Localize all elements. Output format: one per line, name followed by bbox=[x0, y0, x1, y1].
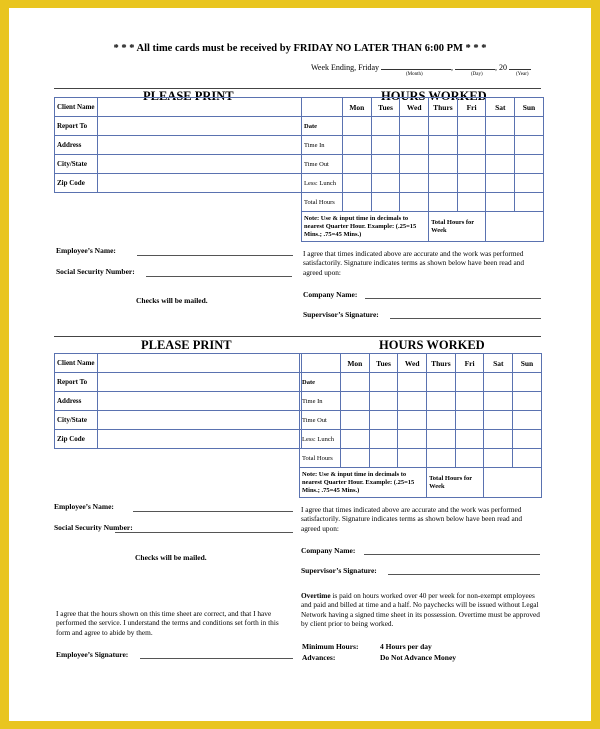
agreement-text: I agree that times indicated above are accurate and the work was performed satisfactorily. Signature indicates terms as shown below have been read and agreed upon: bbox=[301, 505, 522, 533]
decimal-note: Note: Use & input time in decimals to nearest Quarter Hour. Example: (.25=15 Mins.; .75=45 Mins.) bbox=[300, 468, 427, 498]
time-cell[interactable] bbox=[369, 449, 398, 468]
total-week-field[interactable] bbox=[484, 468, 541, 498]
row-label: Less: Lunch bbox=[302, 174, 343, 193]
supervisor-signature-line[interactable] bbox=[390, 318, 541, 319]
time-cell[interactable] bbox=[486, 174, 515, 193]
overtime-text: is paid on hours worked over 40 per week for non-exempt employees and paid and billed at time and a half. No paychecks will be issued without Legal Network having a signed time sheet in its possession. Overtime must be approved by client prior to being worked. bbox=[301, 591, 540, 628]
time-cell[interactable] bbox=[369, 430, 398, 449]
time-cell[interactable] bbox=[341, 392, 370, 411]
day-header: Sat bbox=[486, 98, 515, 117]
time-cell[interactable] bbox=[427, 430, 456, 449]
ssn-label: Social Security Number: bbox=[54, 523, 133, 532]
row-label: Time Out bbox=[302, 155, 343, 174]
timesheet-page bbox=[9, 8, 591, 721]
client-row bbox=[55, 411, 302, 430]
time-cell[interactable] bbox=[427, 411, 456, 430]
row-label: Less: Lunch bbox=[300, 430, 341, 449]
client-info-table-2 bbox=[54, 353, 302, 449]
time-cell[interactable] bbox=[484, 449, 513, 468]
time-cell[interactable] bbox=[341, 430, 370, 449]
report-to-field[interactable] bbox=[98, 117, 302, 136]
hours-row bbox=[302, 155, 544, 174]
time-cell[interactable] bbox=[486, 155, 515, 174]
time-cell[interactable] bbox=[455, 392, 484, 411]
time-cell[interactable] bbox=[369, 373, 398, 392]
time-cell[interactable] bbox=[457, 155, 486, 174]
time-cell[interactable] bbox=[515, 136, 544, 155]
hours-row bbox=[302, 174, 544, 193]
client-name-field[interactable] bbox=[98, 98, 302, 117]
zip-code-label: Zip Code bbox=[55, 174, 98, 193]
ssn-line[interactable] bbox=[146, 276, 292, 277]
time-cell[interactable] bbox=[371, 136, 400, 155]
section-2-top-rule bbox=[54, 336, 541, 337]
hours-worked-title: HOURS WORKED bbox=[381, 89, 487, 103]
time-cell[interactable] bbox=[513, 373, 542, 392]
time-cell[interactable] bbox=[398, 373, 427, 392]
total-week-label: Total Hours for Week bbox=[429, 212, 486, 242]
time-cell[interactable] bbox=[371, 155, 400, 174]
day-header: Fri bbox=[455, 354, 484, 373]
hours-table-1 bbox=[301, 97, 544, 242]
time-cell[interactable] bbox=[457, 193, 486, 212]
employee-name-line[interactable] bbox=[133, 511, 293, 512]
day-header: Thurs bbox=[427, 354, 456, 373]
time-cell[interactable] bbox=[457, 174, 486, 193]
time-cell[interactable] bbox=[427, 373, 456, 392]
supervisor-signature-label: Supervisor’s Signature: bbox=[301, 566, 377, 575]
minimum-hours-label: Minimum Hours: bbox=[302, 642, 359, 651]
hours-worked-title: HOURS WORKED bbox=[379, 338, 485, 352]
week-ending-line bbox=[311, 61, 531, 72]
time-cell[interactable] bbox=[429, 193, 458, 212]
time-cell[interactable] bbox=[515, 155, 544, 174]
report-to-label: Report To bbox=[55, 373, 98, 392]
city-state-field[interactable] bbox=[98, 155, 302, 174]
row-label: Date bbox=[300, 373, 341, 392]
client-row bbox=[55, 430, 302, 449]
address-label: Address bbox=[55, 392, 98, 411]
day-header: Mon bbox=[343, 98, 372, 117]
minimum-hours-value: 4 Hours per day bbox=[380, 642, 432, 651]
company-name-label: Company Name: bbox=[303, 290, 358, 299]
time-cell[interactable] bbox=[484, 411, 513, 430]
employee-name-line[interactable] bbox=[137, 255, 293, 256]
time-cell[interactable] bbox=[400, 117, 429, 136]
overtime-label: Overtime bbox=[301, 591, 331, 600]
time-cell[interactable] bbox=[429, 136, 458, 155]
time-cell[interactable] bbox=[484, 373, 513, 392]
days-header-row bbox=[300, 354, 542, 373]
time-cell[interactable] bbox=[371, 174, 400, 193]
report-to-label: Report To bbox=[55, 117, 98, 136]
days-header-row bbox=[302, 98, 544, 117]
address-field[interactable] bbox=[98, 136, 302, 155]
supervisor-signature-label: Supervisor’s Signature: bbox=[303, 310, 379, 319]
time-cell[interactable] bbox=[515, 174, 544, 193]
time-cell[interactable] bbox=[343, 136, 372, 155]
client-name-label: Client Name bbox=[55, 354, 98, 373]
city-state-label: City/State bbox=[55, 155, 98, 174]
day-header: Wed bbox=[400, 98, 429, 117]
corner-cell bbox=[302, 98, 343, 117]
time-cell[interactable] bbox=[486, 193, 515, 212]
week-ending-label: Week Ending, Friday bbox=[311, 63, 380, 72]
time-cell[interactable] bbox=[400, 155, 429, 174]
day-caption: (Day) bbox=[471, 72, 483, 77]
time-cell[interactable] bbox=[343, 155, 372, 174]
row-label: Date bbox=[302, 117, 343, 136]
time-cell[interactable] bbox=[400, 193, 429, 212]
address-label: Address bbox=[55, 136, 98, 155]
time-cell[interactable] bbox=[369, 392, 398, 411]
time-cell[interactable] bbox=[513, 392, 542, 411]
time-cell[interactable] bbox=[400, 136, 429, 155]
report-to-field[interactable] bbox=[98, 373, 302, 392]
hours-row bbox=[302, 136, 544, 155]
day-header: Wed bbox=[398, 354, 427, 373]
time-cell[interactable] bbox=[398, 411, 427, 430]
company-name-line[interactable] bbox=[365, 298, 541, 299]
advances-label: Advances: bbox=[302, 653, 336, 662]
client-row bbox=[55, 354, 302, 373]
client-row bbox=[55, 98, 302, 117]
day-header: Fri bbox=[457, 98, 486, 117]
ssn-label: Social Security Number: bbox=[56, 267, 135, 276]
time-cell[interactable] bbox=[455, 411, 484, 430]
overtime-policy bbox=[301, 591, 541, 628]
time-cell[interactable] bbox=[513, 430, 542, 449]
time-cell[interactable] bbox=[484, 430, 513, 449]
client-row bbox=[55, 155, 302, 174]
company-name-label: Company Name: bbox=[301, 546, 356, 555]
hours-row bbox=[300, 449, 542, 468]
employee-name-label: Employee’s Name: bbox=[56, 246, 116, 255]
corner-cell bbox=[300, 354, 341, 373]
supervisor-signature-line[interactable] bbox=[388, 574, 540, 575]
client-name-label: Client Name bbox=[55, 98, 98, 117]
day-header: Sun bbox=[515, 98, 544, 117]
time-cell[interactable] bbox=[398, 392, 427, 411]
notice-heading: * * * All time cards must be received by FRIDAY NO LATER THAN 6:00 PM * * * bbox=[113, 43, 487, 54]
day-header: Thurs bbox=[429, 98, 458, 117]
hours-row bbox=[302, 117, 544, 136]
address-field[interactable] bbox=[98, 392, 302, 411]
employee-signature-line[interactable] bbox=[140, 658, 293, 659]
time-cell[interactable] bbox=[341, 449, 370, 468]
advances-value: Do Not Advance Money bbox=[380, 653, 457, 662]
hours-table-2 bbox=[299, 353, 542, 498]
time-cell[interactable] bbox=[429, 174, 458, 193]
client-name-field[interactable] bbox=[98, 354, 302, 373]
time-cell[interactable] bbox=[515, 193, 544, 212]
time-cell[interactable] bbox=[486, 136, 515, 155]
hours-row bbox=[300, 373, 542, 392]
time-cell[interactable] bbox=[457, 136, 486, 155]
client-row bbox=[55, 117, 302, 136]
time-cell[interactable] bbox=[341, 373, 370, 392]
employee-agreement-text: I agree that the hours shown on this time sheet are correct, and that I have performed the service. I understand the terms and conditions set forth in this form and agree to abide by them. bbox=[56, 609, 279, 637]
time-cell[interactable] bbox=[371, 193, 400, 212]
month-field[interactable] bbox=[381, 61, 454, 72]
day-header: Sun bbox=[513, 354, 542, 373]
please-print-title: PLEASE PRINT bbox=[141, 338, 232, 352]
time-cell[interactable] bbox=[484, 392, 513, 411]
time-cell[interactable] bbox=[513, 411, 542, 430]
zip-code-field[interactable] bbox=[98, 430, 302, 449]
client-row bbox=[55, 174, 302, 193]
time-cell[interactable] bbox=[400, 174, 429, 193]
time-cell[interactable] bbox=[427, 392, 456, 411]
hours-row bbox=[300, 392, 542, 411]
day-header: Sat bbox=[484, 354, 513, 373]
time-cell[interactable] bbox=[398, 430, 427, 449]
city-state-label: City/State bbox=[55, 411, 98, 430]
row-label: Total Hours bbox=[300, 449, 341, 468]
agreement-text: I agree that times indicated above are accurate and the work was performed satisfactorily. Signature indicates terms as shown below have been read and agreed upon: bbox=[303, 249, 524, 277]
time-cell[interactable] bbox=[429, 117, 458, 136]
employee-name-label: Employee’s Name: bbox=[54, 502, 114, 511]
company-name-line[interactable] bbox=[364, 554, 540, 555]
client-info-table-1 bbox=[54, 97, 302, 193]
total-week-field[interactable] bbox=[486, 212, 543, 242]
time-cell[interactable] bbox=[341, 411, 370, 430]
hours-row bbox=[300, 411, 542, 430]
time-cell[interactable] bbox=[398, 449, 427, 468]
decimal-note: Note: Use & input time in decimals to nearest Quarter Hour. Example: (.25=15 Mins.; .75=45 Mins.) bbox=[302, 212, 429, 242]
week-sep-2: , 20 bbox=[495, 63, 508, 72]
totals-row bbox=[302, 212, 544, 242]
please-print-title: PLEASE PRINT bbox=[143, 89, 234, 103]
row-label: Time In bbox=[302, 136, 343, 155]
day-header: Tues bbox=[369, 354, 398, 373]
zip-code-label: Zip Code bbox=[55, 430, 98, 449]
time-cell[interactable] bbox=[343, 193, 372, 212]
time-cell[interactable] bbox=[343, 174, 372, 193]
year-caption: (Year) bbox=[516, 72, 529, 77]
hours-row bbox=[302, 193, 544, 212]
row-label: Time Out bbox=[300, 411, 341, 430]
totals-row bbox=[300, 468, 542, 498]
client-row bbox=[55, 373, 302, 392]
time-cell[interactable] bbox=[515, 117, 544, 136]
week-sep-1: , bbox=[451, 63, 454, 72]
time-cell[interactable] bbox=[455, 449, 484, 468]
year-field[interactable] bbox=[509, 61, 531, 70]
day-field[interactable] bbox=[455, 61, 495, 70]
time-cell[interactable] bbox=[455, 373, 484, 392]
city-state-field[interactable] bbox=[98, 411, 302, 430]
day-header: Tues bbox=[371, 98, 400, 117]
total-week-label: Total Hours for Week bbox=[427, 468, 484, 498]
time-cell[interactable] bbox=[343, 117, 372, 136]
client-row bbox=[55, 392, 302, 411]
row-label: Time In bbox=[300, 392, 341, 411]
day-header: Mon bbox=[341, 354, 370, 373]
month-caption: (Month) bbox=[406, 72, 423, 77]
time-cell[interactable] bbox=[457, 117, 486, 136]
time-cell[interactable] bbox=[486, 117, 515, 136]
time-cell[interactable] bbox=[429, 155, 458, 174]
time-cell[interactable] bbox=[371, 117, 400, 136]
row-label: Total Hours bbox=[302, 193, 343, 212]
employee-signature-label: Employee’s Signature: bbox=[56, 650, 129, 659]
time-cell[interactable] bbox=[513, 449, 542, 468]
zip-code-field[interactable] bbox=[98, 174, 302, 193]
ssn-line[interactable] bbox=[115, 532, 293, 533]
time-cell[interactable] bbox=[427, 449, 456, 468]
hours-row bbox=[300, 430, 542, 449]
checks-mailed-note: Checks will be mailed. bbox=[136, 296, 208, 305]
client-row bbox=[55, 136, 302, 155]
checks-mailed-note: Checks will be mailed. bbox=[135, 553, 207, 562]
time-cell[interactable] bbox=[455, 430, 484, 449]
time-cell[interactable] bbox=[369, 411, 398, 430]
